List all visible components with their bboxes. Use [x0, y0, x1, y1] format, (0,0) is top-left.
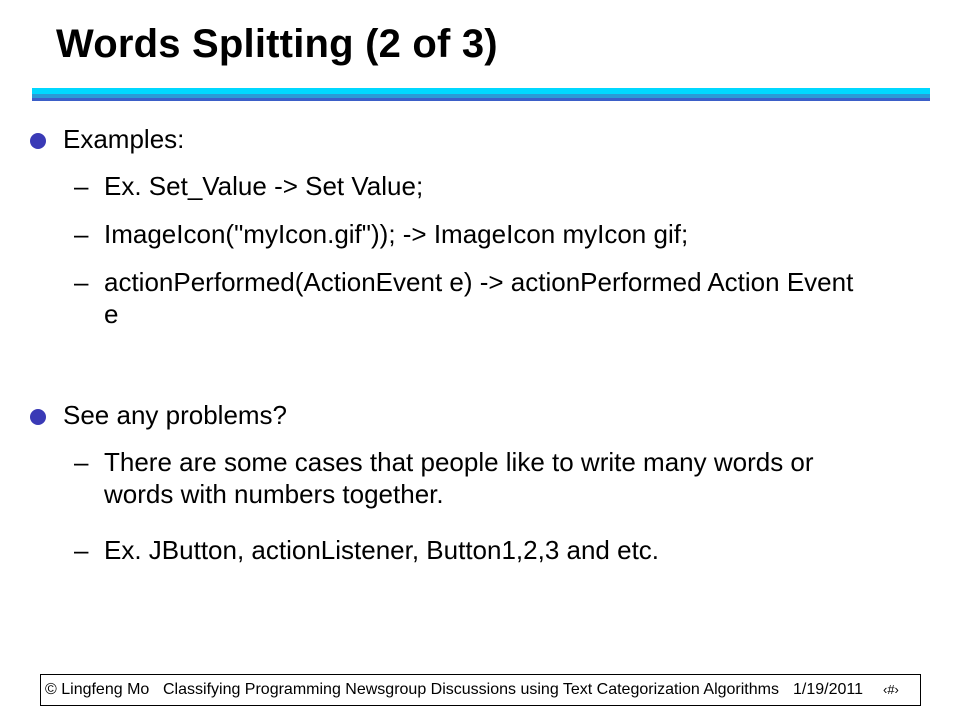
dash-marker: – — [74, 447, 89, 477]
footer-title: Classifying Programming Newsgroup Discussions using Text Categorization Algorithms — [163, 681, 779, 698]
footer-author: © Lingfeng Mo — [45, 681, 150, 698]
sub-item-text: ImageIcon("myIcon.gif")); -> ImageIcon myIcon gif; — [104, 219, 689, 249]
dash-marker: – — [74, 535, 89, 565]
bullet-label: See any problems? — [63, 400, 288, 430]
dash-marker: – — [74, 219, 89, 249]
bullet-dot-icon — [30, 133, 46, 149]
sub-item-text: actionPerformed(ActionEvent e) -> actionPerformed Action Event e — [104, 267, 854, 329]
bullet-label: Examples: — [63, 124, 185, 154]
dash-marker: – — [74, 267, 89, 297]
footer-page-number: ‹#› — [883, 682, 899, 697]
slide-footer — [40, 674, 921, 706]
bullet-dot-icon — [30, 409, 46, 425]
sub-item-text: Ex. Set_Value -> Set Value; — [104, 171, 424, 201]
footer-date: 1/19/2011 — [793, 681, 863, 698]
sub-item-text: Ex. JButton, actionListener, Button1,2,3 and etc. — [104, 535, 660, 565]
sub-item-text: There are some cases that people like to write many words or words with numbers together. — [104, 447, 814, 509]
slide-title: Words Splitting (2 of 3) — [56, 22, 498, 66]
dash-marker: – — [74, 171, 89, 201]
